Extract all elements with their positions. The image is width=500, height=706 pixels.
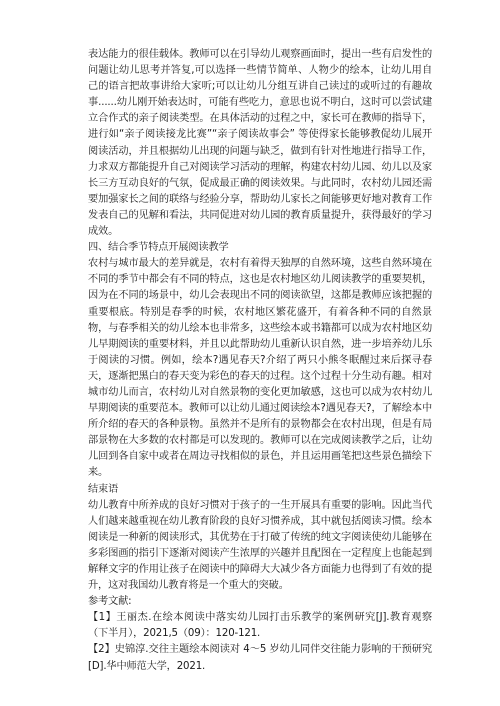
paragraph-parent-child-reading: 表达能力的很佳载体。教师可以在引导幼儿观察画面时，提出一些有启发性的问题让幼儿思考并答复,可以选择一些情节简单、人物少的绘本，让幼儿用自己的语言把故事讲给大家听;可以让幼儿分组互讲自己读过的或听过的有趣故事......幼儿刚开始表达时，可能有些吃力，意思也说不明白，这时可以尝试建立合作式的亲子阅读类型。在具体活动的过程之中，家长可在教师的指导下，进行如“亲子阅读接龙比赛”“亲子阅读故事会” 等使得家长能够教促幼儿展开阅读活动，并且根据幼儿出现的问题与缺乏，做到有针对性地进行指导工作，力求双方都能提升自己对阅读学习活动的理解，构建农村幼儿园、幼儿以及家长三方互动良好的气氛，促成最正确的阅读效果。与此同时，农村幼儿园还需要加强家长之间的联络与经验分享，帮助幼儿家长之间能够更好地对教育工作发表自己的见解和看法，共同促进对幼儿园的教育质量提升，获得最好的学习成效。: [88, 49, 432, 238]
section-heading-seasonal-reading: 四、结合季节特点开展阅读教学: [88, 242, 229, 254]
reference-item-1: 【1】王丽杰.在绘本阅读中落实幼儿园打击乐教学的案例研究[J].教育观察（下半月），2021,5（09）：120-121.: [88, 612, 432, 640]
reference-item-2: 【2】史锦淳.交往主题绘本阅读对 4～5 岁幼儿同伴交往能力影响的干预研究[D].华中师范大学，2021.: [88, 644, 432, 672]
paragraph-seasonal-reading: 农村与城市最大的差异就是，农村有着得天独厚的自然环境，这些自然环境在不同的季节中都会有不同的特点，这也是农村地区幼儿阅读教学的重要契机，因为在不同的场景中，幼儿会表现出不同的阅读欲望，这都是教师应该把握的重要根底。特别是春季的时候，农村地区繁花盛开，有着各种不同的自然景物，与春季相关的幼儿绘本也非常多，这些绘本或书籍都可以成为农村地区幼儿早期阅读的重要材料，并且以此帮助幼儿重新认识自然，进一步培养幼儿乐于阅读的习惯。例如，绘本?遇见春天?介绍了两只小熊冬眠醒过来后探寻春天，逐渐把黑白的春天变为彩色的春天的过程。这个过程十分生动有趣。相对城市幼儿而言，农村幼儿对自然景物的变化更加敏感，这也可以成为农村幼儿早期阅读的重要范本。教师可以让幼儿通过阅读绘本?遇见春天?，了解绘本中所介绍的春天的各种景物。虽然并不是所有的景物都会在农村出现，但是有局部景物在大多数的农村都是可以发现的。教师可以在完成阅读教学之后，让幼儿回到各自家中或者在周边寻找相似的景色，并且运用画笔把这些景色描绘下来。: [88, 258, 432, 479]
document-page: [88, 47, 432, 675]
conclusion-heading: 结束语: [88, 483, 119, 495]
references-heading: 参考文献:: [88, 596, 132, 608]
paragraph-conclusion: 幼儿教育中所养成的良好习惯对于孩子的一生开展具有重要的影响。因此当代人们越来越重视在幼儿教育阶段的良好习惯养成，其中就包括阅读习惯。绘本阅读是一种新的阅读形式，其优势在于打破了传统的纯文字阅读使幼儿能够在多彩图画的指引下逐渐对阅读产生浓厚的兴趣并且配图在一定程度上也能起到解释文字的作用让孩子在阅读中的障碍大大减少各方面能力也得到了有效的提升，这对我国幼儿教育将是一个重大的突破。: [88, 499, 432, 592]
